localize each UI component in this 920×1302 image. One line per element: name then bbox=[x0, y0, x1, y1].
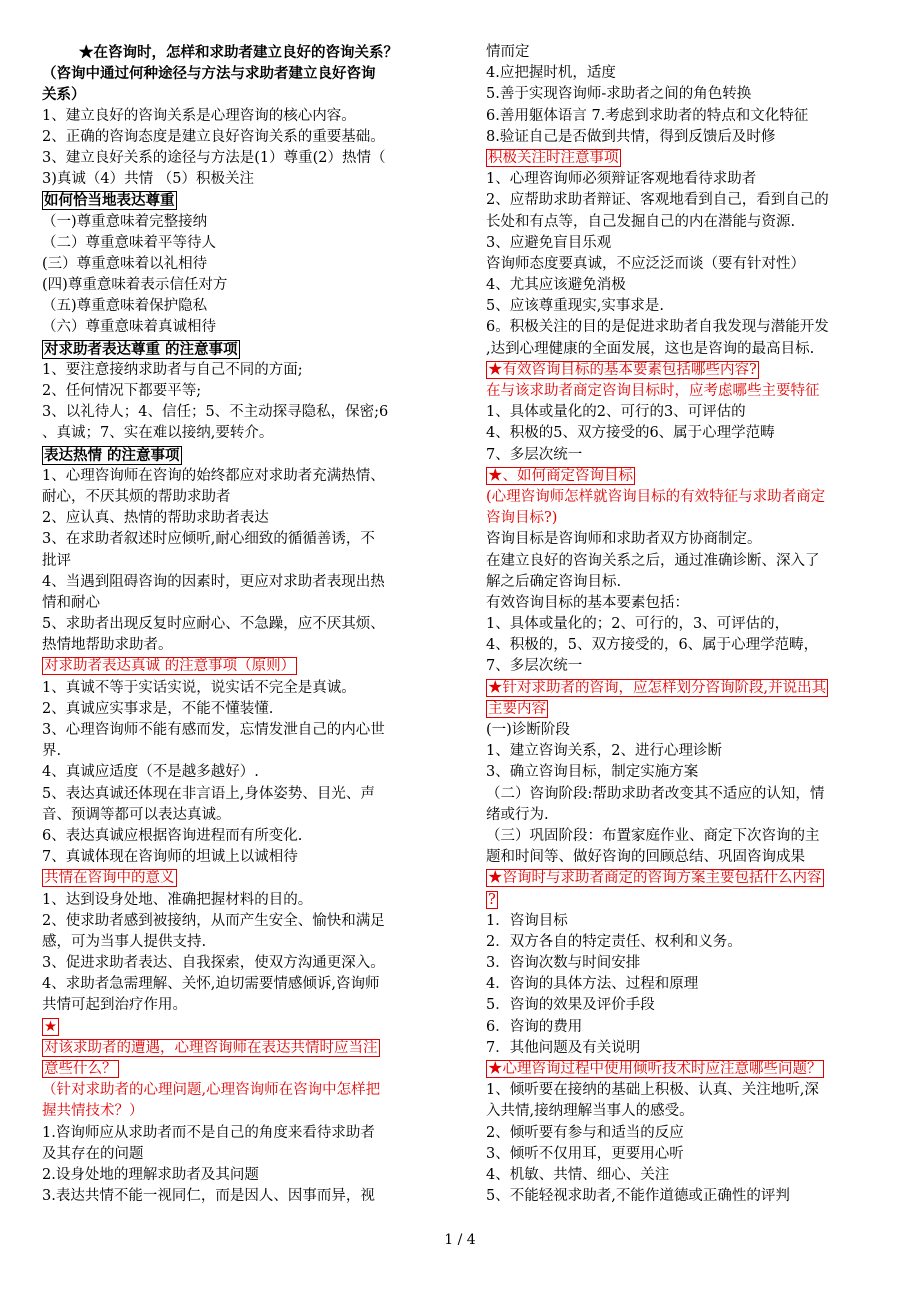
left-text-line bbox=[42, 296, 435, 317]
line-text: (四)尊重意味着表示信任对方 bbox=[42, 277, 228, 294]
line-text: 咨询师态度要真诚，不应泛泛而谈（要有针对性） bbox=[486, 255, 805, 272]
right-text-line bbox=[486, 699, 881, 720]
section-heading: ? bbox=[488, 891, 496, 908]
line-text: 1、达到设身处地、准确把握材料的目的。 bbox=[42, 891, 313, 908]
left-text-line bbox=[42, 826, 435, 847]
right-text-line bbox=[486, 487, 881, 508]
left-text-line bbox=[42, 508, 435, 529]
right-text-line bbox=[486, 762, 881, 783]
left-text-line bbox=[42, 1080, 435, 1101]
line-text: 6、表达真诚应根据咨询进程而有所变化. bbox=[42, 827, 303, 844]
right-text-line bbox=[486, 466, 881, 487]
right-text-line bbox=[486, 720, 881, 741]
left-text-line bbox=[42, 656, 435, 677]
section-heading: 积极关注时注意事项 bbox=[488, 149, 619, 166]
section-heading: 如何恰当地表达尊重 bbox=[44, 192, 175, 210]
line-text: 4、求助者急需理解、关怀,迫切需要情感倾诉,咨询师 bbox=[42, 976, 380, 993]
line-text: 3、倾听不仅用耳，更要用心听 bbox=[486, 1145, 684, 1162]
section-heading: ★心理咨询过程中使用倾听技术时应注意哪些问题？ bbox=[488, 1061, 822, 1077]
left-text-line bbox=[42, 106, 435, 127]
left-text-line bbox=[42, 466, 435, 487]
right-text-line bbox=[486, 1123, 881, 1144]
line-text: 有效咨询目标的基本要素包括： bbox=[486, 594, 689, 611]
line-text: (心理咨询师怎样就咨询目标的有效特征与求助者商定 bbox=[486, 488, 826, 505]
line-text: 耐心，不厌其烦的帮助求助者 bbox=[42, 488, 231, 505]
line-text: 1、要注意接纳求助者与自己不同的方面; bbox=[42, 361, 303, 378]
right-text-line bbox=[486, 932, 881, 953]
right-text-line bbox=[486, 1165, 881, 1186]
section-heading: ★咨询时与求助者商定的咨询方案主要包括什么内容 bbox=[488, 870, 822, 887]
line-text: 、真诚；7、实在难以接纳,要转介。 bbox=[42, 425, 274, 442]
line-text: 2．双方各自的特定责任、权利和义务。 bbox=[486, 933, 742, 950]
right-text-line bbox=[486, 127, 881, 148]
right-text-line bbox=[486, 678, 881, 699]
right-text-line bbox=[486, 593, 881, 614]
line-text: 咨询目标?) bbox=[486, 510, 558, 527]
line-text: 4、当遇到阻碍咨询的因素时，更应对求助者表现出热 bbox=[42, 573, 385, 590]
line-text: 7、多层次统一 bbox=[486, 446, 583, 463]
line-text: 3、在求助者叙述时应倾听,耐心细致的循循善诱，不 bbox=[42, 531, 375, 548]
left-text-line bbox=[42, 423, 435, 444]
left-text-line bbox=[42, 995, 435, 1016]
line-text: ,达到心理健康的全面发展，这也是咨询的最高目标. bbox=[486, 340, 815, 357]
right-text-line bbox=[486, 296, 881, 317]
right-text-line bbox=[486, 826, 881, 847]
line-text: 1、建立咨询关系，2、进行心理诊断 bbox=[486, 743, 722, 760]
line-text: 2、应帮助求助者辩证、客观地看到自己，看到自己的 bbox=[486, 192, 829, 209]
line-text: 5、表达真诚还体现在非言语上,身体姿势、目光、声 bbox=[42, 785, 375, 802]
line-text: (三）尊重意味着以礼相待 bbox=[42, 255, 208, 272]
left-text-line bbox=[42, 953, 435, 974]
line-text: 在与该求助者商定咨询目标时，应考虑哪些主要特征 bbox=[486, 383, 820, 399]
line-text: 5、求助者出现反复时应耐心、不急躁，应不厌其烦、 bbox=[42, 616, 385, 633]
section-heading: ★针对求助者的咨询，应怎样划分咨询阶段,并说出其 bbox=[488, 679, 827, 696]
section-heading: 对求助者表达尊重 的注意事项 bbox=[44, 340, 238, 358]
line-text: 3.表达共情不能一视同仁，而是因人、因事而异，视 bbox=[42, 1188, 375, 1205]
left-text-line bbox=[42, 741, 435, 762]
left-text-line bbox=[42, 551, 435, 572]
left-text-line bbox=[42, 974, 435, 995]
left-text-line bbox=[42, 1144, 435, 1165]
right-text-line bbox=[486, 529, 881, 550]
right-text-line bbox=[486, 953, 881, 974]
left-text-line bbox=[42, 720, 435, 741]
line-text: 题和时间等、做好咨询的回顾总结、巩固咨询成果 bbox=[486, 849, 805, 866]
line-text: 8.验证自己是否做到共情，得到反馈后及时修 bbox=[486, 128, 776, 145]
line-text: 5、应该尊重现实,实事求是. bbox=[486, 298, 664, 315]
right-text-line bbox=[486, 974, 881, 995]
line-text: 2、使求助者感到被接纳，从而产生安全、愉快和满足 bbox=[42, 912, 385, 929]
right-text-line bbox=[486, 339, 881, 360]
right-text-line bbox=[486, 445, 881, 466]
left-text-line bbox=[42, 762, 435, 783]
left-text-line bbox=[42, 339, 435, 360]
line-text: 6．咨询的费用 bbox=[486, 1018, 583, 1035]
right-text-line bbox=[486, 317, 881, 338]
right-text-line bbox=[486, 63, 881, 84]
right-text-line bbox=[486, 360, 881, 381]
line-text: 1、倾听要在接纳的基础上积极、认真、关注地听,深 bbox=[486, 1082, 819, 1099]
right-text-line bbox=[486, 106, 881, 127]
line-text: （二）咨询阶段:帮助求助者改变其不适应的认知，情 bbox=[486, 785, 825, 802]
left-text-line bbox=[42, 868, 435, 889]
line-text: 7．其他问题及有关说明 bbox=[486, 1039, 641, 1056]
line-text: 4、积极的，5、双方接受的，6、属于心理学范畴， bbox=[486, 637, 819, 654]
line-text: 1、真诚不等于实话实说，说实话不完全是真诚。 bbox=[42, 679, 356, 696]
right-text-line bbox=[486, 148, 881, 169]
left-text-line bbox=[42, 360, 435, 381]
line-text: 关系） bbox=[42, 86, 86, 104]
right-text-line bbox=[486, 212, 881, 233]
left-text-line bbox=[42, 1101, 435, 1122]
line-text: 4．咨询的具体方法、过程和原理 bbox=[486, 976, 699, 993]
line-text: 6。积极关注的目的是促进求助者自我发现与潜能开发 bbox=[486, 319, 829, 336]
left-text-line bbox=[42, 84, 435, 105]
line-text: 3、应避免盲目乐观 bbox=[486, 234, 612, 251]
line-text: （针对求助者的心理问题,心理咨询师在咨询中怎样把 bbox=[42, 1082, 381, 1099]
left-text-line bbox=[42, 233, 435, 254]
left-text-line bbox=[42, 317, 435, 338]
line-text: 咨询目标是咨询师和求助者双方协商制定。 bbox=[486, 531, 762, 548]
line-text: 3、心理咨询师不能有感而发，忘情发泄自己的内心世 bbox=[42, 722, 385, 738]
line-text: 4、真诚应适度（不是越多越好）. bbox=[42, 764, 259, 781]
right-text-line bbox=[486, 868, 881, 889]
line-text: 情而定 bbox=[486, 44, 530, 60]
right-text-line bbox=[486, 233, 881, 254]
left-text-line bbox=[42, 1017, 435, 1038]
line-text: （六）尊重意味着真诚相待 bbox=[42, 319, 216, 336]
line-text: （二）尊重意味着平等待人 bbox=[42, 234, 216, 251]
right-text-line bbox=[486, 169, 881, 190]
section-heading: ★有效咨询目标的基本要素包括哪些内容? bbox=[488, 361, 757, 378]
line-text: (一)诊断阶段 bbox=[486, 722, 570, 738]
right-text-line bbox=[486, 423, 881, 444]
line-text: 2、正确的咨询态度是建立良好咨询关系的重要基础。 bbox=[42, 128, 385, 145]
line-text: 1、具体或量化的；2、可行的，3、可评估的， bbox=[486, 616, 790, 633]
left-text-line bbox=[42, 847, 435, 868]
left-text-line bbox=[42, 445, 435, 466]
line-text: （五)尊重意味着保护隐私 bbox=[42, 298, 208, 315]
line-text: 界. bbox=[42, 743, 62, 760]
line-text: 及其存在的问题 bbox=[42, 1145, 144, 1162]
right-text-line bbox=[486, 1186, 881, 1207]
right-text-line bbox=[486, 847, 881, 868]
left-text-line bbox=[42, 635, 435, 656]
line-text: 5．咨询的效果及评价手段 bbox=[486, 997, 655, 1014]
line-text: ★在咨询时，怎样和求助者建立良好的咨询关系？ bbox=[79, 44, 398, 61]
line-text: 解之后确定咨询目标. bbox=[486, 573, 622, 590]
line-text: 7、真诚体现在咨询师的坦诚上以诚相待 bbox=[42, 849, 298, 866]
left-text-line bbox=[42, 890, 435, 911]
line-text: 1、心理咨询师必须辩证客观地看待求助者 bbox=[486, 171, 757, 188]
line-text: 1．咨询目标 bbox=[486, 912, 568, 929]
left-text-line bbox=[42, 42, 435, 63]
line-text: 3、建立良好关系的途径与方法是(1）尊重(2）热情（ bbox=[42, 149, 386, 166]
line-text: 3、确立咨询目标，制定实施方案 bbox=[486, 764, 699, 781]
section-heading: ★、如何商定咨询目标 bbox=[488, 467, 633, 484]
left-text-line bbox=[42, 63, 435, 84]
section-heading: ★ bbox=[44, 1018, 57, 1035]
line-text: 3．咨询次数与时间安排 bbox=[486, 955, 641, 972]
section-heading: 主要内容 bbox=[488, 700, 546, 717]
left-text-line bbox=[42, 169, 435, 190]
line-text: 1、具体或量化的2、可行的3、可评估的 bbox=[486, 404, 746, 421]
line-text: 情和耐心 bbox=[42, 594, 100, 611]
right-text-line bbox=[486, 508, 881, 529]
line-text: 5、不能轻视求助者,不能作道德或正确性的评判 bbox=[486, 1188, 790, 1205]
section-heading: 对该求助者的遭遇，心理咨询师在表达共情时应当注 bbox=[44, 1039, 378, 1056]
right-text-line bbox=[486, 805, 881, 826]
left-text-line bbox=[42, 487, 435, 508]
line-text: 入共情,接纳理解当事人的感受。 bbox=[486, 1103, 694, 1120]
left-text-line bbox=[42, 572, 435, 593]
line-text: 3、促进求助者表达、自我探索，使双方沟通更深入。 bbox=[42, 955, 385, 972]
left-text-line bbox=[42, 593, 435, 614]
right-text-line bbox=[486, 656, 881, 677]
line-text: （咨询中通过何种途径与方法与求助者建立良好咨询 bbox=[42, 65, 376, 83]
right-column bbox=[486, 42, 881, 1207]
right-text-line bbox=[486, 741, 881, 762]
right-text-line bbox=[486, 1144, 881, 1165]
line-text: 热情地帮助求助者。 bbox=[42, 637, 173, 654]
page-number: 1 / 4 bbox=[444, 1232, 476, 1248]
left-text-line bbox=[42, 805, 435, 826]
right-text-line bbox=[486, 784, 881, 805]
line-text: 7、多层次统一 bbox=[486, 658, 583, 675]
left-text-line bbox=[42, 678, 435, 699]
line-text: 4、机敏、共情、细心、关注 bbox=[486, 1166, 670, 1183]
line-text: 共情可起到治疗作用。 bbox=[42, 997, 187, 1014]
left-text-line bbox=[42, 1123, 435, 1144]
line-text: （三）巩固阶段：布置家庭作业、商定下次咨询的主 bbox=[486, 827, 820, 844]
left-text-line bbox=[42, 699, 435, 720]
right-text-line bbox=[486, 1101, 881, 1122]
left-text-line bbox=[42, 932, 435, 953]
right-text-line bbox=[486, 402, 881, 423]
left-text-line bbox=[42, 127, 435, 148]
section-heading: 表达热情 的注意事项 bbox=[44, 446, 180, 464]
line-text: （一)尊重意味着完整接纳 bbox=[42, 213, 208, 230]
section-heading: 对求助者表达真诚 的注意事项（原则） bbox=[44, 658, 296, 675]
right-text-line bbox=[486, 42, 881, 63]
right-text-line bbox=[486, 254, 881, 275]
line-text: 2、真诚应实事求是，不能不懂装懂. bbox=[42, 700, 274, 717]
line-text: 3)真诚（4）共情 （5）积极关注 bbox=[42, 171, 254, 188]
line-text: 1、建立良好的咨询关系是心理咨询的核心内容。 bbox=[42, 107, 356, 124]
right-text-line bbox=[486, 1080, 881, 1101]
right-text-line bbox=[486, 84, 881, 105]
line-text: 2、倾听要有参与和适当的反应 bbox=[486, 1124, 684, 1141]
line-text: 3、以礼待人；4、信任；5、不主动探寻隐私，保密;6 bbox=[42, 404, 389, 421]
left-text-line bbox=[42, 1038, 435, 1059]
right-text-line bbox=[486, 911, 881, 932]
left-text-line bbox=[42, 529, 435, 550]
left-text-line bbox=[42, 1186, 435, 1207]
right-text-line bbox=[486, 635, 881, 656]
right-text-line bbox=[486, 614, 881, 635]
right-text-line bbox=[486, 551, 881, 572]
left-text-line bbox=[42, 614, 435, 635]
section-heading: 意些什么？ bbox=[44, 1061, 117, 1077]
left-text-line bbox=[42, 190, 435, 211]
line-text: 批评 bbox=[42, 552, 71, 569]
right-text-line bbox=[486, 890, 881, 911]
line-text: 1.咨询师应从求助者而不是自己的角度来看待求助者 bbox=[42, 1124, 375, 1141]
line-text: 4、积极的5、双方接受的6、属于心理学范畴 bbox=[486, 425, 775, 442]
left-text-line bbox=[42, 254, 435, 275]
left-text-line bbox=[42, 212, 435, 233]
left-text-line bbox=[42, 381, 435, 402]
left-text-line bbox=[42, 911, 435, 932]
line-text: 1、心理咨询师在咨询的始终都应对求助者充满热情、 bbox=[42, 467, 385, 484]
right-text-line bbox=[486, 1017, 881, 1038]
right-text-line bbox=[486, 1059, 881, 1080]
right-text-line bbox=[486, 572, 881, 593]
right-text-line bbox=[486, 1038, 881, 1059]
left-text-line bbox=[42, 784, 435, 805]
line-text: 感，可为当事人提供支持. bbox=[42, 933, 207, 950]
left-column bbox=[42, 42, 435, 1207]
line-text: 绪或行为. bbox=[486, 806, 549, 823]
line-text: 音、预调等都可以表达真诚。 bbox=[42, 806, 231, 823]
section-heading: 共情在咨询中的意义 bbox=[44, 870, 175, 887]
right-text-line bbox=[486, 190, 881, 211]
line-text: 长处和有点等，自己发掘自己的内在潜能与资源. bbox=[486, 213, 796, 230]
left-text-line bbox=[42, 402, 435, 423]
left-text-line bbox=[42, 1059, 435, 1080]
right-text-line bbox=[486, 381, 881, 402]
line-text: 5.善于实现咨询师-求助者之间的角色转换 bbox=[486, 86, 752, 103]
right-text-line bbox=[486, 275, 881, 296]
line-text: 2、应认真、热情的帮助求助者表达 bbox=[42, 510, 269, 527]
line-text: 握共情技术？） bbox=[42, 1103, 144, 1120]
line-text: 2、任何情况下都要平等; bbox=[42, 383, 202, 399]
left-text-line bbox=[42, 275, 435, 296]
line-text: 4、尤其应该避免消极 bbox=[486, 277, 626, 294]
line-text: 4.应把握时机，适度 bbox=[486, 65, 616, 82]
left-text-line bbox=[42, 1165, 435, 1186]
line-text: 6.善用躯体语言 7.考虑到求助者的特点和文化特征 bbox=[486, 107, 809, 124]
line-text: 在建立良好的咨询关系之后，通过准确诊断、深入了 bbox=[486, 552, 820, 569]
line-text: 2.设身处地的理解求助者及其问题 bbox=[42, 1166, 259, 1183]
left-text-line bbox=[42, 148, 435, 169]
right-text-line bbox=[486, 995, 881, 1016]
